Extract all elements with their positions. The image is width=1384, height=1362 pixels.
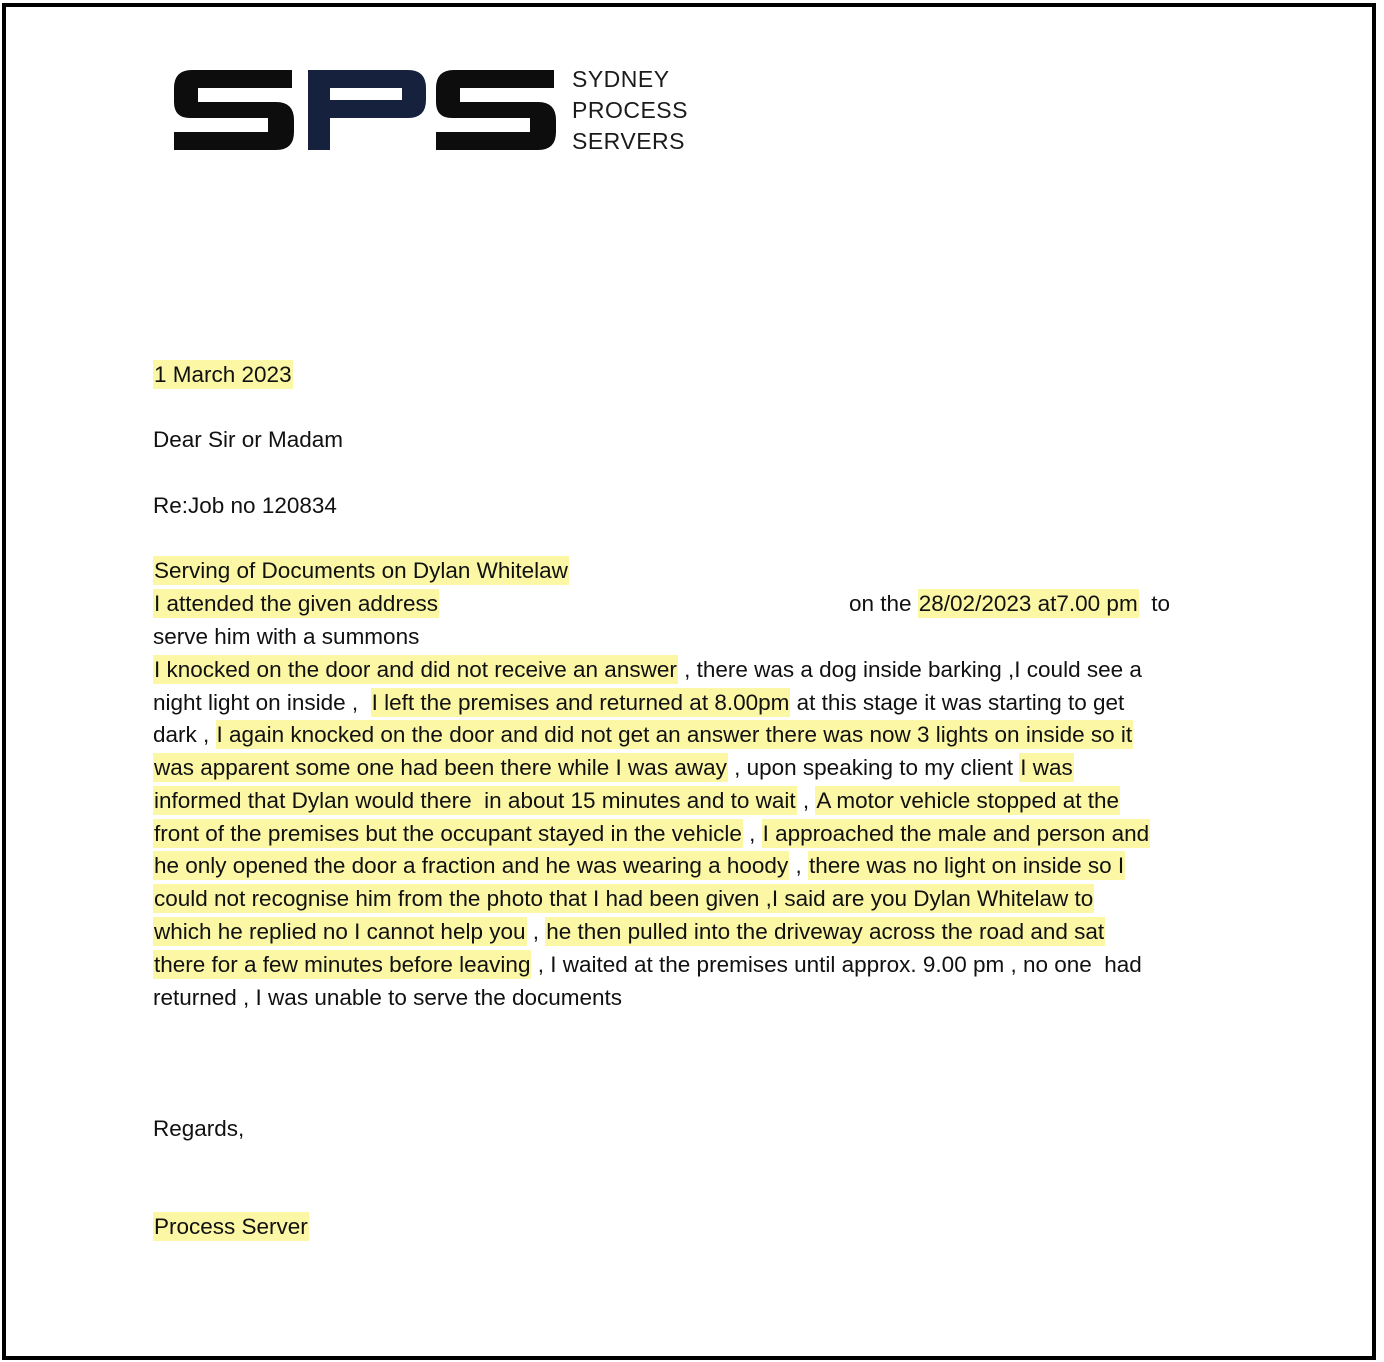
body-segment: there for a few minutes before leaving	[154, 952, 531, 977]
body-line	[153, 653, 1142, 686]
signature-line	[153, 1210, 309, 1243]
letter-date: 1 March 2023	[154, 362, 292, 387]
body-line	[153, 587, 1170, 620]
body-segment: I knocked on the door and did not receive an answer	[154, 657, 677, 682]
subject-line	[153, 554, 569, 587]
signature: Process Server	[154, 1214, 308, 1239]
body-segment: 28/02/2023 at7.00 pm	[918, 591, 1138, 616]
letter-date-line	[153, 358, 293, 391]
logo-line-process: PROCESS	[572, 97, 688, 123]
body-segment: ,	[742, 821, 762, 846]
subject: Serving of Documents on Dylan Whitelaw	[154, 558, 568, 583]
body-segment: dark ,	[153, 722, 216, 747]
body-segment: front of the premises but the occupant stayed in the vehicle	[154, 821, 742, 846]
body-segment: was apparent some one had been there while I was away	[154, 755, 727, 780]
body-segment: I left the premises and returned at 8.00pm	[371, 690, 790, 715]
body-segment: at this stage it was starting to get	[790, 690, 1125, 715]
body-segment: I was	[1020, 755, 1073, 780]
body-segment: I approached the male and person and	[762, 821, 1150, 846]
body-segment: to	[1138, 591, 1170, 616]
body-line	[153, 620, 419, 653]
logo-line-servers: SERVERS	[572, 128, 686, 154]
body-line	[153, 849, 1125, 882]
body-segment: he then pulled into the driveway across the road and sat	[546, 919, 1105, 944]
closing: Regards,	[153, 1116, 245, 1141]
body-segment: there was no light on inside so I	[808, 853, 1125, 878]
body-segment: I again knocked on the door and did not get an answer there was now 3 lights on inside so it	[216, 722, 1133, 747]
body-segment: , I waited at the premises until approx. 9.00 pm , no one had	[531, 952, 1142, 977]
body-line	[153, 751, 1074, 784]
body-segment: which he replied no I cannot help you	[154, 919, 526, 944]
body-segment: on the	[848, 591, 918, 616]
body-segment: ,	[796, 788, 816, 813]
salutation-line	[153, 423, 343, 456]
sps-logo	[170, 64, 710, 164]
body-segment: returned , I was unable to serve the documents	[153, 985, 623, 1010]
sps-logo-mark-icon	[170, 64, 560, 156]
body-segment: could not recognise him from the photo that I had been given ,I said are you Dylan Whitelaw to	[154, 886, 1094, 911]
body-segment: I attended the given address	[154, 591, 438, 616]
body-segment: serve him with a summons	[153, 624, 420, 649]
logo-line-sydney: SYDNEY	[572, 66, 670, 92]
reference-line	[153, 489, 337, 522]
body-segment: ,	[526, 919, 546, 944]
body-line	[153, 784, 1120, 817]
body-segment: night light on inside ,	[153, 690, 371, 715]
body-line	[153, 817, 1150, 850]
job-reference: Re:Job no 120834	[153, 493, 337, 518]
body-line	[153, 718, 1133, 751]
body-line	[153, 948, 1142, 981]
body-segment: ,	[789, 853, 808, 878]
body-line	[153, 686, 1124, 719]
body-line	[153, 981, 622, 1014]
salutation: Dear Sir or Madam	[153, 427, 344, 452]
body-line	[153, 915, 1105, 948]
body-segment: informed that Dylan would there in about 15 minutes and to wait	[154, 788, 796, 813]
closing-line	[153, 1112, 244, 1145]
body-segment: , there was a dog inside barking ,I could see a	[677, 657, 1142, 682]
body-segment: he only opened the door a fraction and he was wearing a hoody	[154, 853, 789, 878]
body-segment: , upon speaking to my client	[727, 755, 1020, 780]
body-line	[153, 882, 1094, 915]
logo-wordmark	[572, 64, 688, 157]
body-segment: A motor vehicle stopped at the	[816, 788, 1120, 813]
